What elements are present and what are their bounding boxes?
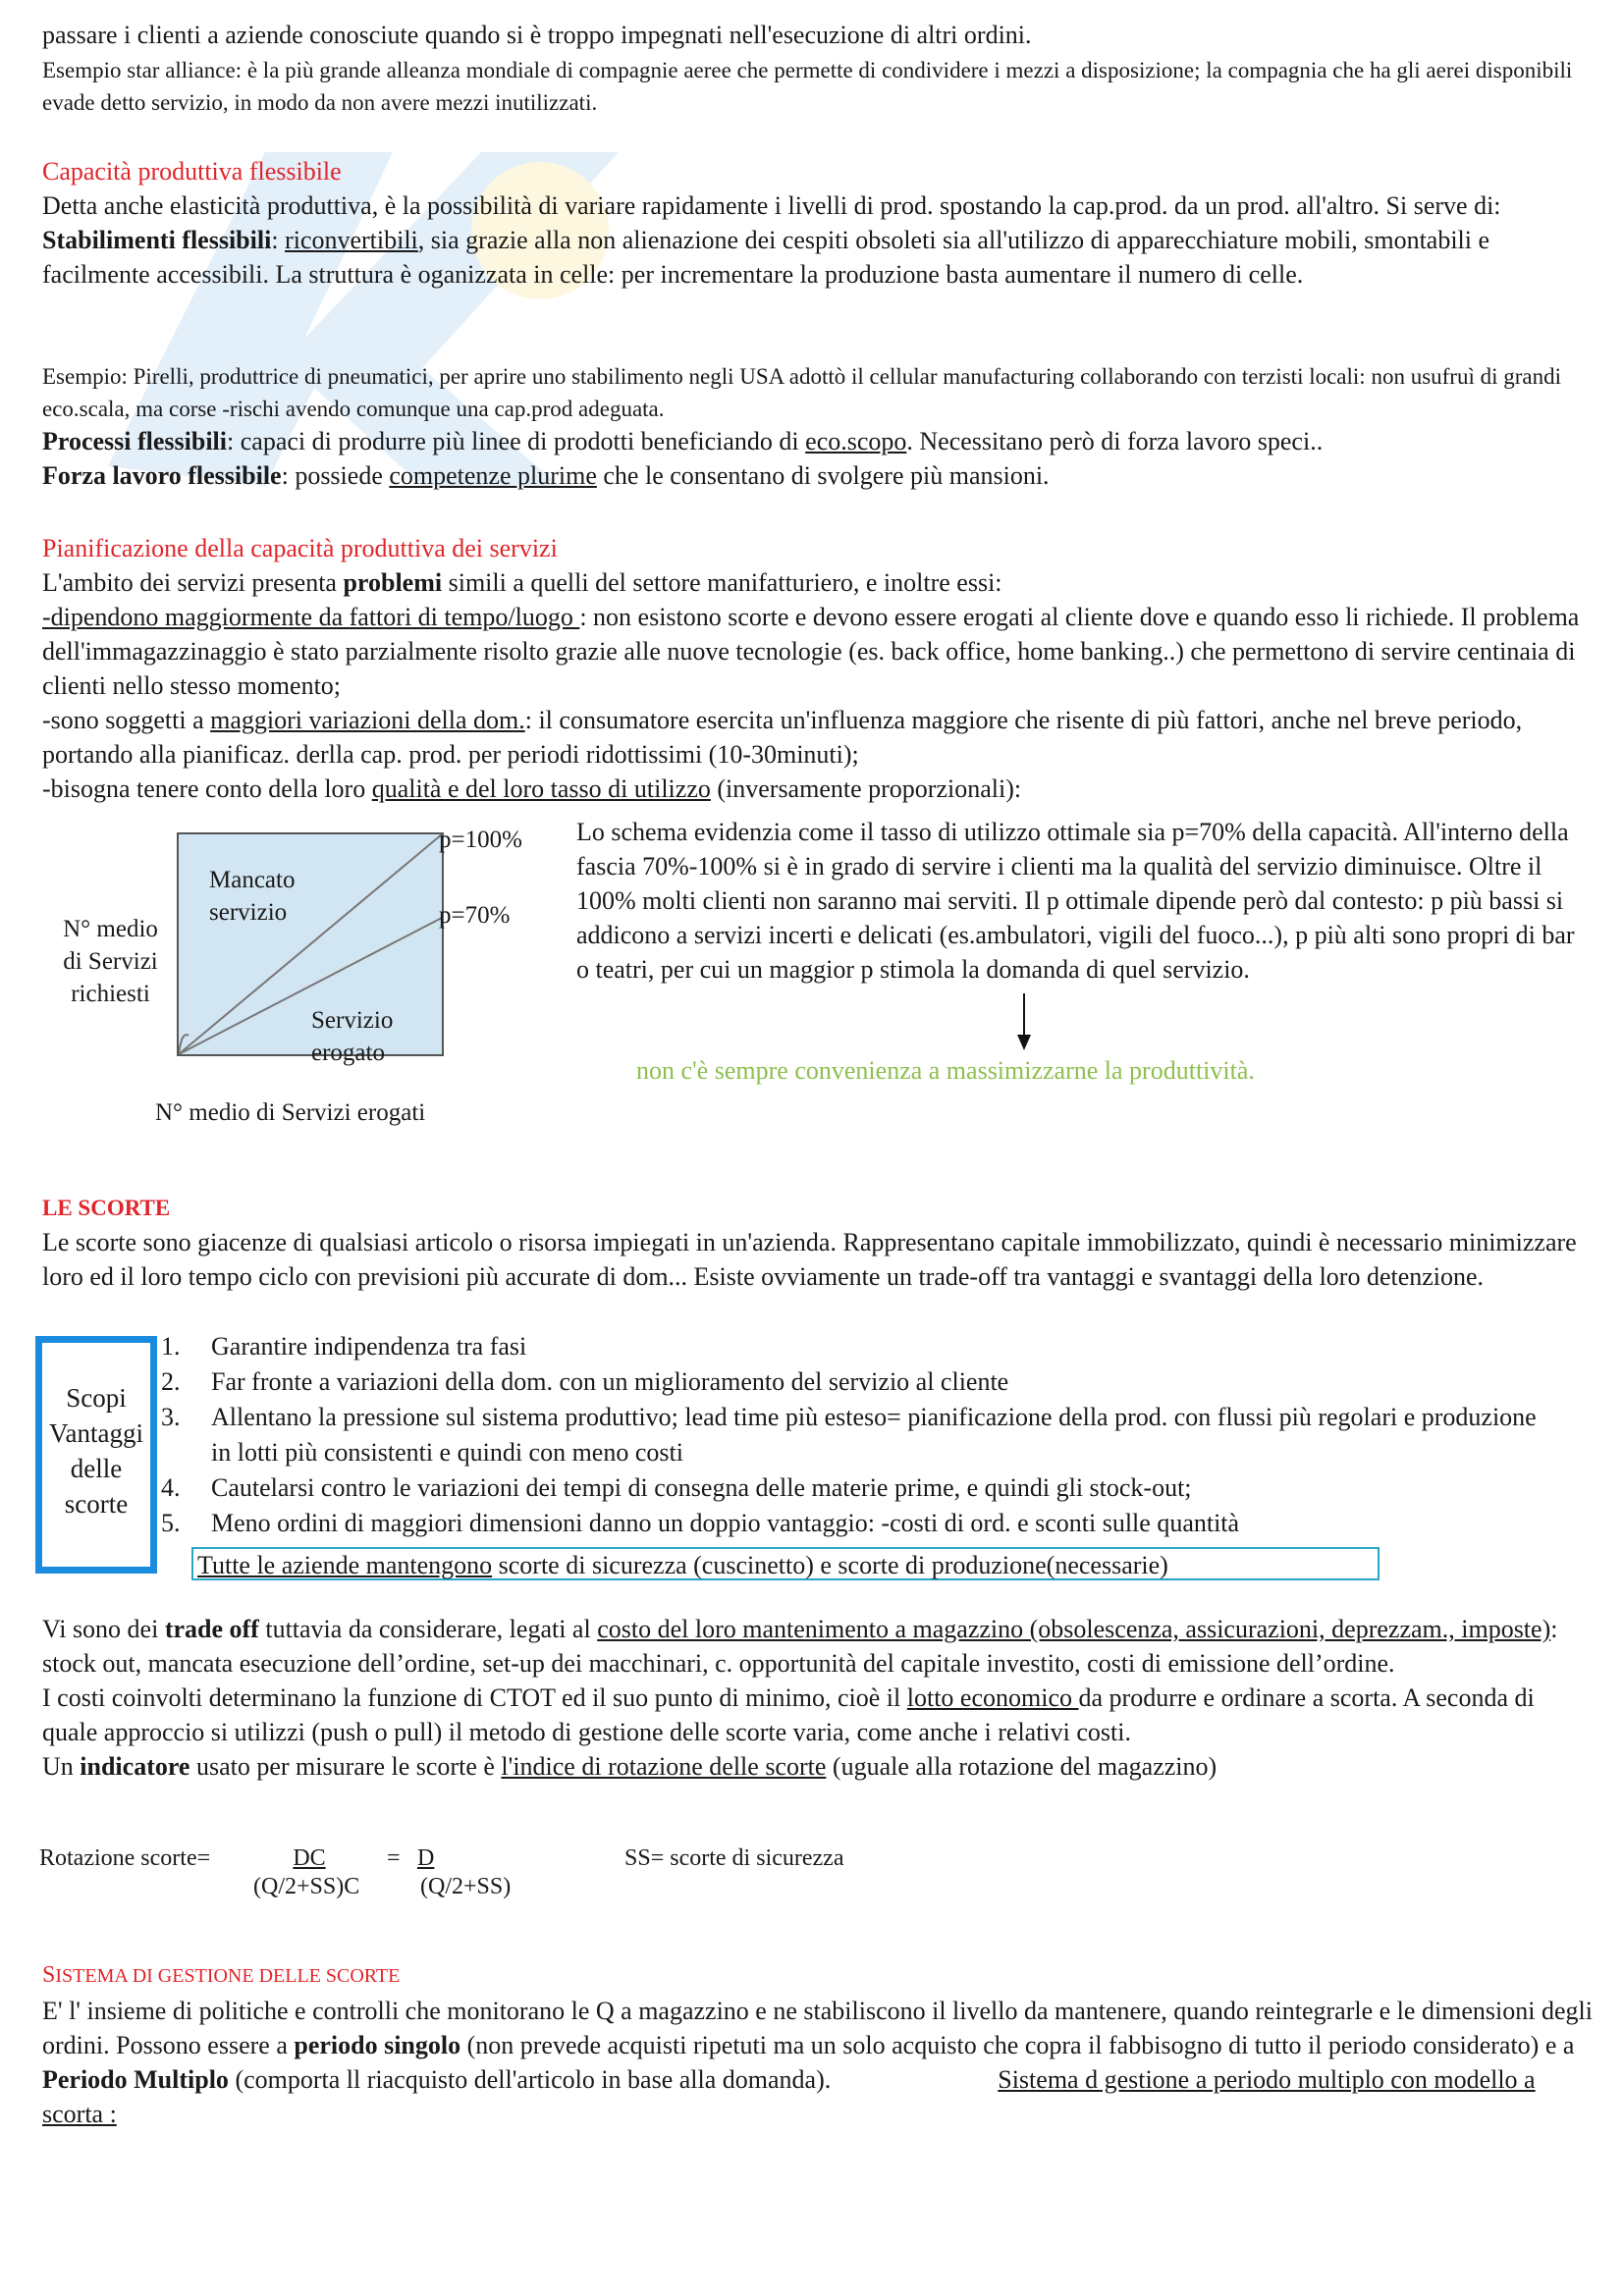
list-item: 1. Garantire indipendenza tra fasi xyxy=(161,1332,527,1361)
formula-num2: D xyxy=(417,1845,435,1871)
section-capacita: Capacità produttiva flessibile Detta anche elasticità produttiva, è la possibilità di variare rapidamente i livelli di prod. spostando la cap.prod. da un prod. all'altro. Si serve di: Stabilimenti flessibili: riconvertibili, sia grazie alla non alienazione dei cespiti obsoleti sia all'utilizzo di apparecchiature mobili, smontabili e facilmente accessibili. La struttura è oganizzata in celle: per incrementare la produzione basta aumentare il numero di celle. xyxy=(42,154,1594,292)
arrow-down-icon xyxy=(1014,993,1034,1052)
scopi-label: Scopi Vantaggi delle scorte xyxy=(49,1383,143,1519)
heading-servizi: Pianificazione della capacità produttiva dei servizi xyxy=(42,534,558,562)
chart-label-p70: p=70% xyxy=(439,902,511,929)
schema-conclusion: non c'è sempre convenienza a massimizzarne la produttività. xyxy=(636,1056,1255,1085)
list-item: 5. Meno ordini di maggiori dimensioni danno un doppio vantaggio: -costi di ord. e sconti sulle quantità xyxy=(161,1509,1240,1537)
chart-label-p100: p=100% xyxy=(439,827,522,853)
chart-region-mancato: Mancato servizio xyxy=(209,867,296,926)
intro-example: Esempio star alliance: è la più grande alleanza mondiale di compagnie aeree che permette di condividere i mezzi a disposizione; la compagnia che ha gli aerei disponibili evade detto servizio, in modo da non avere mezzi inutilizzati. xyxy=(42,58,1573,115)
section-sistema: SISTEMA DI GESTIONE DELLE SCORTE E' l' insieme di politiche e controlli che monitorano le Q a magazzino e ne stabiliscono il livello da mantenere, quando reintegrarle e le dimensioni degli ordini. Possono essere a periodo singolo (non prevede acquisti ripetuti ma un solo acquisto che copra il fabbisogno di tutto il periodo considerato) e a Periodo Multiplo (comporta ll riacquisto dell'articolo in base alla domanda). Sistema d gestione a periodo multiplo con modello a scorta : xyxy=(42,1956,1594,2131)
line-p70 xyxy=(179,918,442,1054)
formula-eq: = xyxy=(387,1845,401,1871)
heading-sistema: SISTEMA DI GESTIONE DELLE SCORTE xyxy=(42,1962,401,1988)
heading-scorte: LE SCORTE xyxy=(42,1196,171,1220)
list-item: 3. Allentano la pressione sul sistema produttivo; lead time più esteso= pianificazione della prod. con flussi più regolari e produzione in lotti più consistenti e quindi con meno costi xyxy=(161,1403,1537,1467)
vantaggi-list xyxy=(157,1329,1551,1541)
section-scorte: LE SCORTE Le scorte sono giacenze di qualsiasi articolo o risorsa impiegati in un'azienda. Rappresentano capitale immobilizzato, quindi è necessario minimizzare loro ed il loro tempo ciclo con previsioni più accurate di dom... Esiste ovviamente un trade-off tra vantaggi e svantaggi della loro detenzione. xyxy=(42,1191,1594,1294)
formula-den1: (Q/2+SS)C xyxy=(253,1874,360,1899)
chart-region-erogato: Servizio erogato xyxy=(311,1007,394,1066)
chart-xlabel: N° medio di Servizi erogati xyxy=(155,1099,426,1126)
formula-label: Rotazione scorte= xyxy=(39,1845,211,1871)
list-item: 2. Far fronte a variazioni della dom. con un miglioramento del servizio al cliente xyxy=(161,1367,1009,1396)
formula-ss: SS= scorte di sicurezza xyxy=(624,1845,844,1871)
trade-off-text: Vi sono dei trade off tuttavia da considerare, legati al costo del loro mantenimento a magazzino (obsolescenza, assicurazioni, deprezzam., imposte): stock out, mancata esecuzione dell’ordine, set-up dei macchinari, c. opportunità del capitale investito, costi di emissione dell’ordine. I costi coinvolti determinano la funzione di CTOT ed il suo punto di minimo, cioè il lotto economico da produrre e ordinare a scorta. A seconda di quale approccio si utilizzi (push o pull) il metodo di gestione delle scorte varia, come anche i relativi costi. Un indicatore usato per misurare le scorte è l'indice di rotazione delle scorte (uguale alla rotazione del magazzino) xyxy=(42,1615,1558,1781)
chart-ylabel: N° medio di Servizi richiesti xyxy=(63,916,158,1007)
intro-line: passare i clienti a aziende conosciute quando si è troppo impegnati nell'esecuzione di altri ordini. xyxy=(42,21,1032,49)
capacita-example: Esempio: Pirelli, produttrice di pneumatici, per aprire uno stabilimento negli USA adottò il cellular manufacturing collaborando con terzisti locali: non usufruì di grandi eco.scala, ma corse -rischi avendo comunque una cap.prod adeguata. xyxy=(42,364,1561,421)
formula-den2: (Q/2+SS) xyxy=(420,1874,512,1899)
formula-num1: DC xyxy=(293,1845,326,1871)
scorte-note-box: Tutte le aziende mantengono scorte di sicurezza (cuscinetto) e scorte di produzione(necessarie) xyxy=(191,1547,1380,1580)
section-servizi: Pianificazione della capacità produttiva dei servizi L'ambito dei servizi presenta problemi simili a quelli del settore manifatturiero, e inoltre essi: -dipendono maggiormente da fattori di tempo/luogo : non esistono scorte e devono essere erogati al cliente dove e quando esso li richiede. Il problema dell'immagazzinaggio è stato parzialmente risolto grazie alle nuove tecnologie (es. back office, home banking..) che permettono di servire centinaia di clienti nello stesso momento; -sono soggetti a maggiori variazioni della dom.: il consumatore esercita un'influenza maggiore che risente di più fattori, anche nel breve periodo, portando alla pianificaz. derlla cap. prod. per periodi ridottissimi (10-30minuti); -bisogna tenere conto della loro qualità e del loro tasso di utilizzo (inversamente proporzionali): xyxy=(42,531,1594,806)
capacita-processi: Processi flessibili: capaci di produrre più linee di prodotti beneficiando di eco.scopo. Necessitano però di forza lavoro speci.. Forza lavoro flessibile: possiede competenze plurime che le consentano di svolgere più mansioni. xyxy=(42,427,1324,490)
heading-capacita: Capacità produttiva flessibile xyxy=(42,157,342,186)
schema-text: Lo schema evidenzia come il tasso di utilizzo ottimale sia p=70% della capacità. All'interno della fascia 70%-100% si è in grado di servire i clienti ma la qualità del servizio diminuisce. Oltre il 100% molti clienti non saranno mai serviti. Il p ottimale dipende però dal contesto: p più bassi si addicono a servizi incerti e delicati (es.ambulatori, vigili del fuoco...), p più alti sono propri di bar o teatri, per cui un maggior p stimola la domanda di quel servizio. xyxy=(576,818,1575,984)
list-item: 4. Cautelarsi contro le variazioni dei tempi di consegna delle materie prime, e quindi gli stock-out; xyxy=(161,1473,1192,1502)
